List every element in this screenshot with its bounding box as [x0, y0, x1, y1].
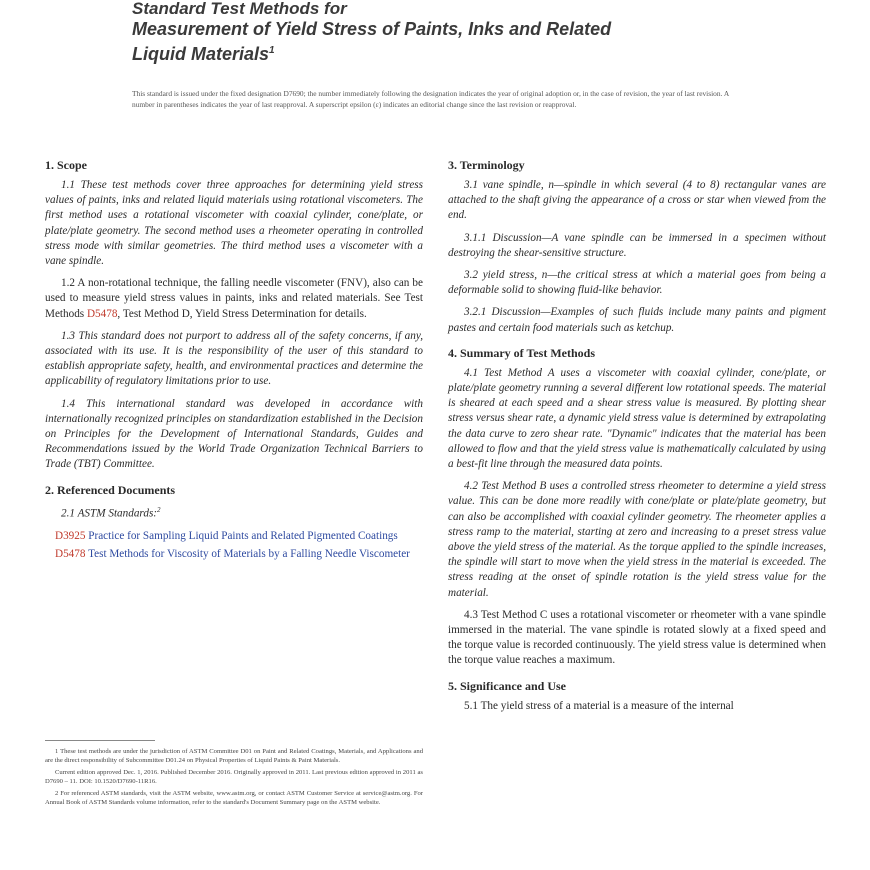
reference-item[interactable]: D3925 Practice for Sampling Liquid Paints and Related Pigmented Coatings: [55, 529, 398, 542]
footnote-rule: [45, 740, 155, 741]
scope-para-4: 1.4 This international standard was developed in accordance with internationally recognized principles on standardization established in the Decision on Principles for the Development of International Standards, Guides and Recommendations issued by the World Trade Organization Technical Barriers to Trade (TBT) Committee.: [45, 397, 423, 471]
footnote-2: 2 For referenced ASTM standards, visit the ASTM website, www.astm.org, or contact ASTM Customer Service at service@astm.org. For Annual Book of ASTM Standards volume information, refer to the standard's Document Summary page on the ASTM website.: [45, 790, 423, 806]
summary-para-3: 4.3 Test Method C uses a rotational viscometer or rheometer with a vane spindle immersed in the material. The vane spindle is rotated slowly at a fixed speed and the torque value is recorded continuously. The yield stress value is determined when the torque value reaches a maximum.: [448, 608, 826, 667]
designation-note: This standard is issued under the fixed designation D7690; the number immediately following the designation indicates the year of original adoption or, in the case of revision, the year of last revision. A number in parentheses indicates the year of last reapproval. A superscript epsilon (ε) indicates an editorial change since the last revision or reapproval.: [132, 89, 729, 109]
title-line-0: Standard Test Methods for: [132, 0, 347, 18]
terminology-para-2: 3.1.1 Discussion—A vane spindle can be immersed in a specimen without destroying the shear-sensitive structure.: [448, 231, 826, 259]
scope-para-2: 1.2 A non-rotational technique, the falling needle viscometer (FNV), also can be used to measure yield stress values in paints, inks and related materials. See Test Methods D5478, Test Method D, Yield Stress Determination for details.: [45, 277, 423, 320]
scope-para-1: 1.1 These test methods cover three approaches for determining yield stress values of paints, inks and related liquid materials using rotational viscometers. The first method uses a rotational viscometer with coaxial cylinder, cone/plate, or plate/plate geometry. The second method uses a rheometer operating in controlled stress mode with similar geometries. The third method uses a viscometer with a vane spindle.: [45, 179, 423, 268]
terminology-para-1: 3.1 vane spindle, n—spindle in which several (4 to 8) rectangular vanes are attached to the shaft giving the appearance of a cross or star when viewed from the end.: [448, 179, 826, 222]
scope-para-3: 1.3 This standard does not purport to address all of the safety concerns, if any, associated with its use. It is the responsibility of the user of this standard to establish appropriate safety, health, and environmental practices and determine the applicability of regulatory limitations prior to use.: [45, 329, 423, 388]
title-footnote-mark: 1: [269, 45, 275, 56]
summary-heading: 4. Summary of Test Methods: [448, 345, 596, 360]
significance-heading: 5. Significance and Use: [448, 678, 567, 693]
terminology-heading: 3. Terminology: [448, 158, 525, 172]
title-line-2: Liquid Materials$^1$: [132, 44, 275, 64]
terminology-para-4: 3.2.1 Discussion—Examples of such fluids include many paints and pigment pastes and certain food materials such as ketchup.: [448, 306, 826, 334]
document-title: [132, 0, 772, 65]
terminology-para-3: 3.2 yield stress, n—the critical stress at which a material goes from being a deformable solid to showing fluid-like behavior.: [448, 269, 826, 297]
summary-para-1: 4.1 Test Method A uses a viscometer with coaxial cylinder, cone/plate, or plate/plate geometry running a several different low rotational speeds. The material is sheared at each speed and a shear stress value is measured. By plotting shear stress versus shear rate, a dynamic yield stress value is determined by extrapolating the data curve to zero shear rate. "Dynamic" indicates that the material has been allowed to flow and that the yield stress value is mathematically calculated by using a best-fit line through the measured data points.: [448, 366, 826, 471]
referenced-intro: 2.1 ASTM Standards:$^2$: [61, 505, 161, 520]
link-d5478[interactable]: D5478: [86, 307, 118, 320]
footnotes: [45, 740, 423, 810]
summary-para-2: 4.2 Test Method B uses a controlled stress rheometer to determine a yield stress value. This can be done more readily with cone/plate or plate/plate geometry, but can also be accomplished with coaxial cylinder geometry. The rheometer applies a stress ramp to the material, starting at zero and increasing to a preset stress value above the yield stress of the material. As the torque applied to the spindle increases, the spindle will start to move when the yield stress in the material is exceeded. The stress reading at the onset of spindle rotation is the yield stress value for the material.: [448, 480, 826, 599]
left-column: [45, 158, 423, 565]
significance-para-1: 5.1 The yield stress of a material is a measure of the internal: [464, 699, 734, 712]
scope-heading: 1. Scope: [45, 158, 87, 172]
referenced-heading: 2. Referenced Documents: [45, 482, 176, 497]
footnote-edition: Current edition approved Dec. 1, 2016. Published December 2016. Originally approved in 2011. Last previous edition approved in 2011 as D7690 – 11. DOI: 10.1520/D7690-11R16.: [45, 769, 423, 785]
right-column: [448, 158, 826, 721]
reference-item[interactable]: D5478 Test Methods for Viscosity of Materials by a Falling Needle Viscometer: [55, 547, 410, 560]
title-line-1: Measurement of Yield Stress of Paints, Inks and Related: [132, 19, 612, 39]
footnote-1: 1 These test methods are under the jurisdiction of ASTM Committee D01 on Paint and Related Coatings, Materials, and Applications and are the direct responsibility of Subcommittee D01.24 on Physical Properties of Liquid Paints & Paint Materials.: [45, 748, 423, 764]
